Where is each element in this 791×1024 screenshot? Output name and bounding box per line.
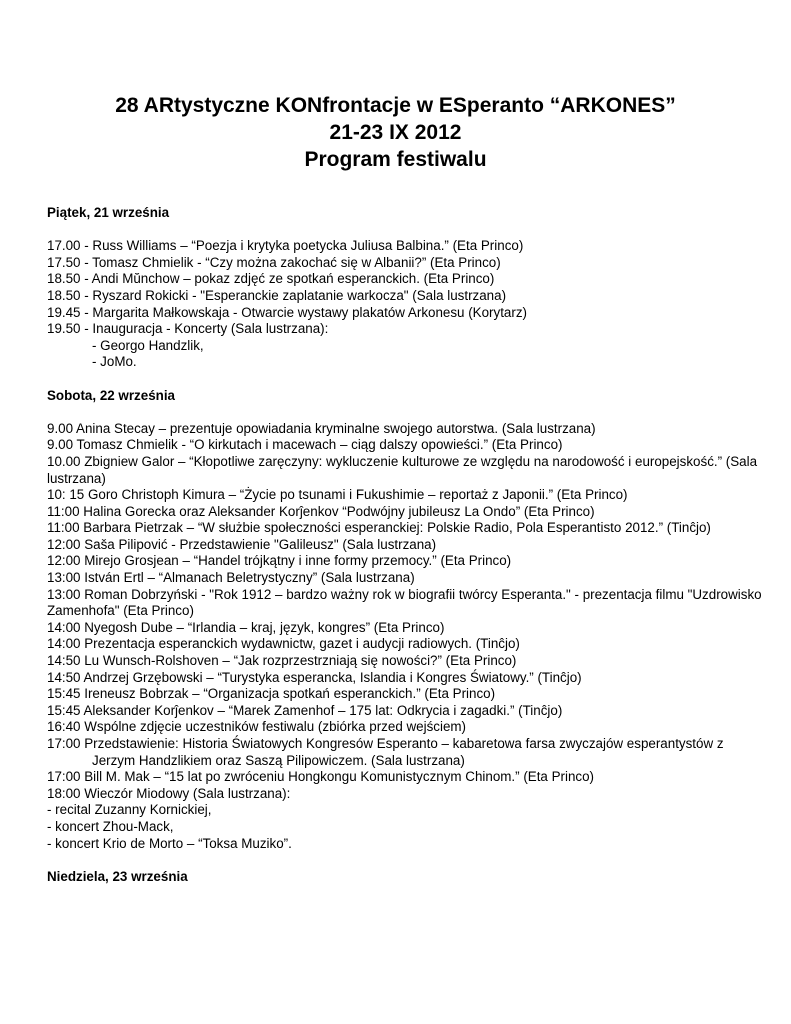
schedule-line: 18.50 - Andi Mŭnchow – pokaz zdjęć ze spotkań esperanckich. (Eta Princo) xyxy=(47,271,495,287)
spacer xyxy=(47,222,767,239)
title-line-festival-name: 28 ARtystyczne KONfrontacje w ESperanto “ARKONES” xyxy=(115,94,676,117)
schedule-line: 10: 15 Goro Christoph Kimura – “Życie po tsunami i Fukushimie – reportaż z Japonii.” (Eta Princo) xyxy=(47,487,628,503)
schedule-subline: - JoMo. xyxy=(92,354,137,370)
schedule-line: 12:00 Mirejo Grosjean – “Handel trójkątny i inne formy przemocy.” (Eta Princo) xyxy=(47,553,512,569)
schedule-line: 15:45 Ireneusz Bobrzak – “Organizacja spotkań esperanckich.” (Eta Princo) xyxy=(47,686,496,702)
program-content xyxy=(47,205,767,885)
title-line-dates: 21-23 IX 2012 xyxy=(329,121,462,144)
day-heading-saturday: Sobota, 22 września xyxy=(47,387,175,403)
document-title xyxy=(0,92,791,173)
schedule-line: 17:00 Przedstawienie: Historia Światowych Kongresów Esperanto – kabaretowa farsa zwyczajów esperantystów z Jerzym Handzlikiem oraz Saszą Pilipowiczem. (Sala lustrzana) xyxy=(47,736,724,768)
schedule-line: 18.50 - Ryszard Rokicki - "Esperanckie zaplatanie warkocza" (Sala lustrzana) xyxy=(47,287,507,303)
schedule-line: 14:50 Andrzej Grzębowski – “Turystyka esperancka, Islandia i Kongres Światowy.” (Tinĉjo) xyxy=(47,669,582,685)
schedule-line: 11:00 Halina Gorecka oraz Aleksander Korĵenkov “Podwójny jubileusz La Ondo” (Eta Princo) xyxy=(47,503,595,519)
spacer xyxy=(47,852,767,869)
schedule-subline: - Georgo Handzlik, xyxy=(92,337,204,353)
schedule-line: 9.00 Anina Stecay – prezentuje opowiadania kryminalne swojego autorstwa. (Sala lustrzana) xyxy=(47,420,596,436)
schedule-line: 14:50 Lu Wunsch-Rolshoven – “Jak rozprzestrzniają się nowości?” (Eta Princo) xyxy=(47,653,517,669)
schedule-line: 19.50 - Inauguracja - Koncerty (Sala lustrzana): xyxy=(47,321,329,337)
schedule-line: 15:45 Aleksander Korĵenkov – “Marek Zamenhof – 175 lat: Odkrycia i zagadki.” (Tinĉjo) xyxy=(47,702,563,718)
title-line-program: Program festiwalu xyxy=(304,148,487,171)
schedule-line: 17.50 - Tomasz Chmielik - “Czy można zakochać się w Albanii?” (Eta Princo) xyxy=(47,254,501,270)
schedule-line: 10.00 Zbigniew Galor – “Kłopotliwe zaręczyny: wykluczenie kulturowe ze względu na narodowość i europejskość.” (Sala lustrzana) xyxy=(47,453,758,486)
schedule-line: 14:00 Nyegosh Dube – “Irlandia – kraj, język, kongres” (Eta Princo) xyxy=(47,619,445,635)
schedule-line: 14:00 Prezentacja esperanckich wydawnictw, gazet i audycji radiowych. (Tinĉjo) xyxy=(47,636,520,652)
schedule-line: 9.00 Tomasz Chmielik - “O kirkutach i macewach – ciąg dalszy opowieści.” (Eta Princo) xyxy=(47,437,563,453)
schedule-line: 19.45 - Margarita Małkowskaja - Otwarcie wystawy plakatów Arkonesu (Korytarz) xyxy=(47,304,527,320)
schedule-line: 12:00 Saša Pilipović - Przedstawienie "Galileusz" (Sala lustrzana) xyxy=(47,536,437,552)
schedule-subline: - recital Zuzanny Kornickiej, xyxy=(47,802,212,818)
spacer xyxy=(47,404,767,421)
schedule-line: 16:40 Wspólne zdjęcie uczestników festiwalu (zbiórka przed wejściem) xyxy=(47,719,467,735)
schedule-line: 18:00 Wieczór Miodowy (Sala lustrzana): xyxy=(47,785,291,801)
schedule-subline: - koncert Krio de Morto – “Toksa Muziko”. xyxy=(47,835,292,851)
schedule-line: 11:00 Barbara Pietrzak – “W służbie społeczności esperanckiej: Polskie Radio, Pola Esperantisto 2012.” (Tinĉjo) xyxy=(47,520,711,536)
schedule-line: 17:00 Bill M. Mak – “15 lat po zwróceniu Hongkongu Komunistycznym Chinom.” (Eta Princo) xyxy=(47,769,595,785)
schedule-subline: - koncert Zhou-Mack, xyxy=(47,818,174,834)
day-heading-friday: Piątek, 21 września xyxy=(47,205,170,220)
day-heading-sunday: Niedziela, 23 września xyxy=(47,868,188,884)
schedule-line: 13:00 Roman Dobrzyński - "Rok 1912 – bardzo ważny rok w biografii twórcy Esperanta." - prezentacja filmu "Uzdrowisko Zamenhofa" (Eta Princo) xyxy=(47,586,762,619)
spacer xyxy=(47,371,767,388)
schedule-line: 17.00 - Russ Williams – “Poezja i krytyka poetycka Juliusa Balbina.” (Eta Princo) xyxy=(47,238,524,254)
schedule-line: 13:00 István Ertl – “Almanach Beletrystyczny” (Sala lustrzana) xyxy=(47,570,415,586)
